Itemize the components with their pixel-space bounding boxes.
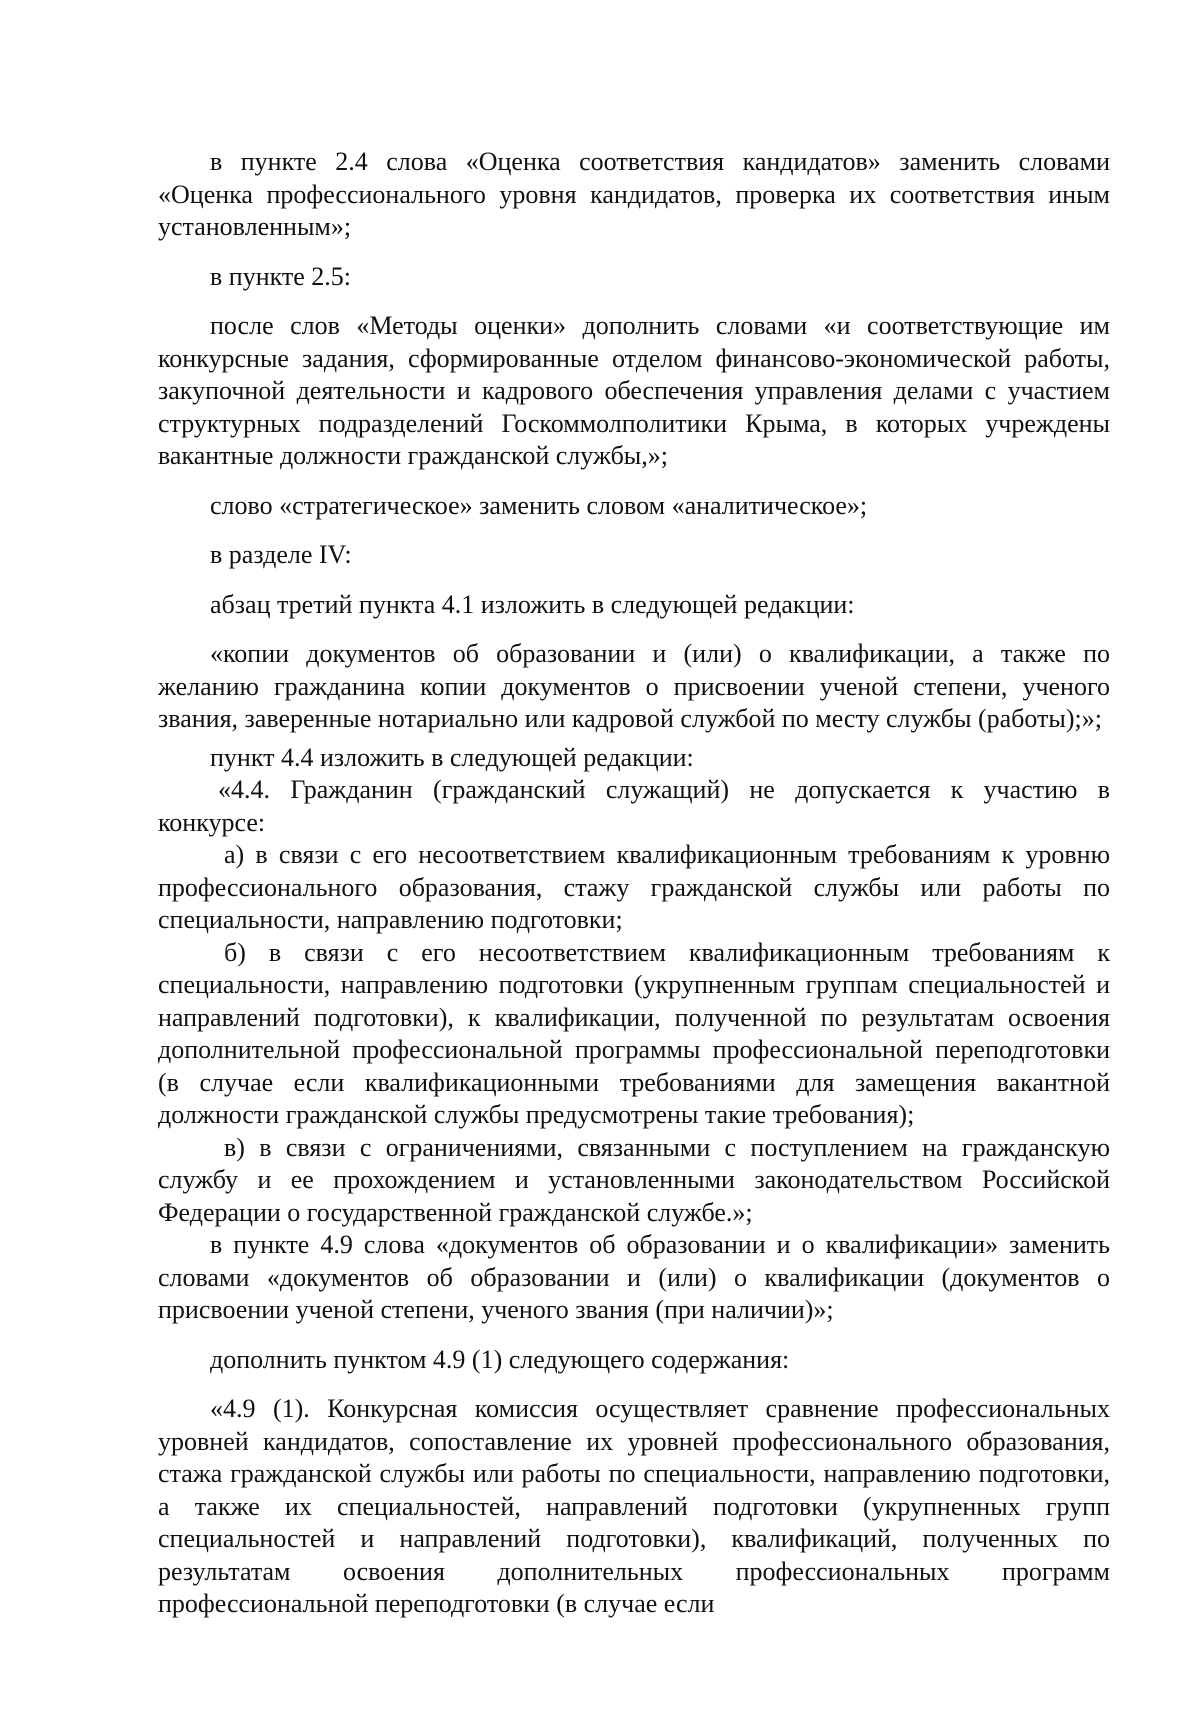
paragraph-4-4-intro: пункт 4.4 изложить в следующей редакции: [210, 742, 694, 772]
paragraph-4-1-intro: абзац третий пункта 4.1 изложить в следующей редакции: [210, 589, 855, 619]
paragraph-4-9-1-text: «4.9 (1). Конкурсная комиссия осуществляет сравнение профессиональных уровней кандидатов, сопоставление их уровней профессионального образования, стажа гражданской службы или работы по специальности, направлению подготовки, а также их специальностей, направлений подготовки (укрупненных групп специальностей и направлений подготовки), квалификаций, полученных по результатам освоения дополнительных профессиональных программ профессиональной переподготовки (в случае если [158, 1394, 1110, 1618]
paragraph-2-5-heading: в пункте 2.5: [210, 261, 352, 291]
paragraph-4-9-1-intro: дополнить пунктом 4.9 (1) следующего содержания: [210, 1344, 790, 1374]
paragraph-4-1-text: «копии документов об образовании и (или) о квалификации, а также по желанию гражданина копии документов о присвоении ученой степени, ученого звания, заверенные нотариально или кадровой службой по месту службы (работы);»; [158, 639, 1110, 733]
paragraph-4-4-a: а) в связи с его несоответствием квалификационным требованиям к уровню профессионального образования, стажу гражданской службы или работы по специальности, направлению подготовки; [158, 840, 1110, 934]
paragraph-strategic-word: слово «стратегическое» заменить словом «аналитическое»; [210, 490, 868, 520]
paragraph-evaluation-methods: после слов «Методы оценки» дополнить словами «и соответствующие им конкурсные задания, сформированные отделом финансово-экономической работы, закупочной деятельности и кадрового обеспечения управления делами с участием структурных подразделений Госкоммолполитики Крыма, в которых учреждены вакантные должности гражданской службы,»; [158, 311, 1110, 470]
paragraph-4-9: в пункте 4.9 слова «документов об образовании и о квалификации» заменить словами «документов об образовании и (или) о квалификации (документов о присвоении ученой степени, ученого звания (при наличии)»; [158, 1230, 1110, 1324]
paragraph-4-4-b: б) в связи с его несоответствием квалификационным требованиям к специальности, направлению подготовки (укрупненным группам специальностей и направлений подготовки), к квалификации, полученной по результатам освоения дополнительной профессиональной программы профессиональной переподготовки (в случае если квалификационными требованиями для замещения вакантной должности гражданской службы предусмотрены такие требования); [158, 937, 1110, 1129]
document-page [158, 146, 1110, 1621]
paragraph-2-4: в пункте 2.4 слова «Оценка соответствия кандидатов» заменить словами «Оценка профессионального уровня кандидатов, проверка их соответствия иным установленным»; [158, 147, 1110, 241]
paragraph-4-4-text: «4.4. Гражданин (гражданский служащий) не допускается к участию в конкурсе: [158, 775, 1110, 837]
paragraph-4-4-c: в) в связи с ограничениями, связанными с поступлением на гражданскую службу и ее прохождением и установленными законодательством Российской Федерации о государственной гражданской службе.»; [158, 1132, 1110, 1227]
paragraph-section-iv: в разделе IV: [210, 540, 352, 569]
